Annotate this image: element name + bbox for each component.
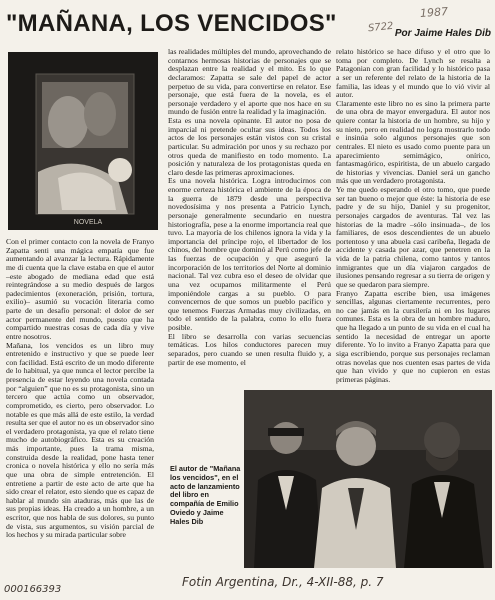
column-3-paragraph: Franyo Zapatta escribe bien, usa imágenes sencillas, algunas ciertamente recurrentes, pero no cae jamás en la cursilería ni en los lugares comunes. Esta es la obra de un hombre maduro, que ha llegado a un punto de su vida en el cual ha sentido la necesidad de entregar un aporte diferente. Yo lo invito a Franyo Zapatta para que siga escribiendo, porque sus personajes reclaman otras novelas que nos cuenten esas partes de vida que han vivido y que no cupieron en estas primeras páginas. (336, 288, 490, 384)
column-3-paragraph: relato histórico se hace difuso y el otro que lo toma por completo. De Lynch se resalta a Patagonian con gran facilidad y lo histórico pasa a ser un referente del relato de la historia de la familia, las ideas y el mundo que lo vió vivir al autor. (336, 47, 490, 100)
column-3-paragraph: Claramente este libro no es sino la primera parte de una obra de mayor envergadura. El autor nos quiere contar la historia de un hombre, su hijo y su nieto, pero en realidad no logra mostrarlo todo e insinúa solo algunos personajes que son centrales. El nieto es usado como puente para un aparecimiento semimágico, onírico, fantasmagórico, espiritista, de un abuelo cargado de historias y vivencias. Daniel será un gancho más que un verdadero protagonista. (336, 98, 490, 186)
book-cover-illustration (8, 52, 158, 230)
column-1-paragraph: Mañana, los vencidos es un libro muy entretenido e instructivo y que se puede leer con facilidad. Está escrito de un modo diferente de lo habitual, ya que nunca el lector percibe la presencia de estar leyendo una novela contada por “alguien” que no es su protagonista, sino un tercero que actúa como un observador, comprometido, es cierto, pero observador. Lo notable es que más allá de este estilo, la verdad resulta ser que el autor no es un observador sino el verdadero protagonista, ya que el relato tiene mucho de autobiográfico. Esta es su creación más importante, pues la trama misma, construida desde la realidad, pone hasta tener cronica o novela histórica y ello no sería más que una obra de simple entretención. El entretiene a partir de este acto de arte que ha sido crear el relator, esto siendo que es capaz de hablar al mundo sin ataduras, más que las de sus propias ideas. Ha creado a un hombre, a un escritor, que nos habla de sus dolores, su punto de vista, sus argumentos, su visión parcial de los hechos y su mirada particular sobre (6, 340, 154, 540)
handwritten-note-top-2: 1987 (419, 5, 449, 20)
book-launch-photo (244, 390, 492, 568)
column-2-paragraph: Esta es una novela opinante. El autor no posa de imparcial ni pretende ocultar sus ideas. Todos los actos de los personajes están vistos con su cristal particular. Su admiración por unos y su rechazo por otros queda de manifiesto en todo momento. La posición y naturaleza de los protagonistas queda en claro desde las primeras aproximaciones. (168, 116, 331, 177)
handwritten-archive-id: 000166393 (4, 584, 62, 595)
book-cover-label: NOVELA (73, 219, 103, 226)
article-column-2 (168, 48, 331, 384)
column-1-paragraph: Con el primer contacto con la novela de Franyo Zapatta senti una mágica empatía que fue aumentando al avanzar la lectura. Rápidamente me di cuenta que la clave estaba en que el autor –este abogado de mediana edad que está reintegrándose a su medio después de largos padecimientos (exoneración, prisión, tortura, exilio)– asumió su vocación literaria como parte de un desafío personal: el dolor de ser actor permanente del mundo, puesto que ha compartido nuestras cosas de cada día y vive entre nosotros. (6, 237, 154, 341)
handwritten-note-top-1: S722 (367, 20, 394, 35)
book-cover-photo (8, 52, 158, 230)
column-2-paragraph: El libro se desarrolla con varias secuencias temáticas. Los hilos conductores parecen muy separados, pero cuando se unen resulta fluido y, a partir de ese momento, el (168, 331, 331, 367)
byline: Por Jaime Hales Dib (394, 28, 491, 39)
article-column-3 (336, 47, 490, 384)
headline: "MAÑANA, LOS VENCIDOS" (6, 10, 337, 37)
column-3-paragraph: Ye me quedo esperando el otro tomo, que puede ser tan bueno o mejor que éste: la historia de ese padre y de su hijo, Daniel y su progenitor, personajes cargados de aventuras. Tal vez las historias de la madre –sólo insinuada–, de los familiares, de esos descendientes de un abuelo portentoso y una abuela casi caribeña, llegada de accidente y casada por azar, que penetren en la vida de la patria chilena, como tantos y tantos inmigrantes que un día viajaron cargados de ilusiones pensando regresar a su tierra de origen y que se quedaron para siempre. (336, 185, 490, 289)
article-column-1 (6, 238, 154, 570)
column-2-paragraph: Es una novela histórica. Logra introducirnos con enorme certeza histórica el ambiente de la época de la guerra de 1879 desde una perspectiva novedosísima y nos presenta a Patricio Lynch, personaje generalmente secundario en nuestra historiografía, pese a la enorme importancia real que tuvo. La mayoría de los chilenos ignora la vida y la importancia del príncipe rojo, el libertador de los chinos, del hombre que dominó al Perú como jefe de las fuerzas de ocupación y que aseguró la incorporación de los territorios del Norte al dominio nacional. Tal vez cubra eso el deseo de olvidar que una vez ocupamos militarmente el Perú imponiéndole cargas a su pueblo. O para convencernos de que somos un pueblo pacífico y que tenemos Fuerzas Armadas muy civilizadas, en todo el sentido de la palabra, como lo ello fuera posible. (168, 176, 331, 332)
handwritten-source-note: Fotin Argentina, Dr., 4-XII-88, p. 7 (182, 575, 384, 589)
photo-caption: El autor de "Mañana los vencidos", en el acto de lanzamiento del libro en compañía de Emilio Oviedo y Jaime Hales Dib (170, 464, 241, 526)
column-2-paragraph: las realidades múltiples del mundo, aprovechando de contarnos hermosas historias de personajes que se desplazan entre la realidad y el mito. Es lo que declaramos: Zapatta se sale del papel de actor perpetuo de su vida, para convertirse en relator. Ese personaje, que está fuera de la novela, es el personaje verdadero y el aporte que nos hace en su mundo de fusión entre la realidad y la imaginación. (168, 47, 331, 117)
book-launch-illustration (244, 390, 492, 568)
